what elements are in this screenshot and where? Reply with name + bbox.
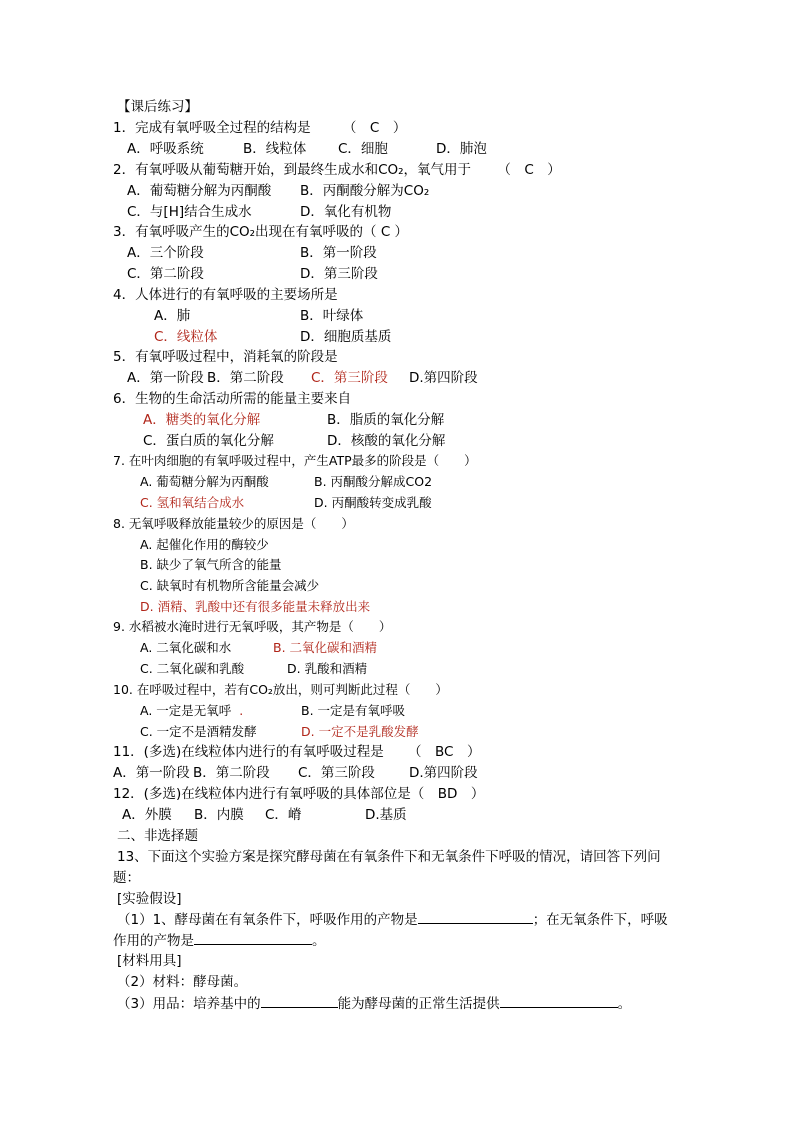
- red-dot-mark: .: [239, 703, 244, 718]
- option-c: C．蛋白质的氧化分解: [143, 433, 274, 449]
- option-d: D.第四阶段: [409, 765, 478, 781]
- question-9: 9. 水稻被水淹时进行无氧呼吸，其产物是（ ）: [113, 619, 392, 634]
- question-11: [113, 742, 480, 762]
- answer-blank[interactable]: [500, 993, 618, 1008]
- question-1: [113, 118, 406, 138]
- question-7: 7. 在叶肉细胞的有氧呼吸过程中，产生ATP最多的阶段是（ ）: [113, 453, 477, 468]
- question-2: [113, 160, 561, 180]
- period: 。: [617, 996, 632, 1012]
- period: 。: [312, 933, 326, 949]
- materials-heading: [材料用具]: [117, 953, 182, 969]
- question-6: 6．生物的生命活动所需的能量主要来自: [113, 391, 352, 407]
- option-d-correct: D. 一定不是乳酸发酵: [301, 724, 419, 739]
- supplies-line: [117, 993, 631, 1014]
- option-b: B．第一阶段: [300, 245, 377, 261]
- option-d: D.第四阶段: [409, 370, 478, 386]
- option-c: C. 一定不是酒精发酵: [140, 724, 257, 739]
- option-b-correct: B. 二氧化碳和酒精: [273, 640, 378, 655]
- answer-key: （ C ）: [497, 162, 561, 178]
- question-12: 12．(多选)在线粒体内进行有氧呼吸的具体部位是（ BD ）: [113, 786, 485, 802]
- hypothesis-text: （1）1、酵母菌在有氧条件下，呼吸作用的产物是: [117, 912, 418, 928]
- answer-blank[interactable]: [418, 909, 533, 924]
- section-title: 【课后练习】: [117, 99, 198, 115]
- answer-blank[interactable]: [194, 930, 312, 945]
- answer-key: （ BC ）: [408, 744, 481, 760]
- option-b: B. 一定是有氧呼吸: [301, 703, 406, 718]
- answer-blank[interactable]: [261, 993, 338, 1008]
- question-4: 4．人体进行的有氧呼吸的主要场所是: [113, 287, 338, 303]
- option-d: D．核酸的氧化分解: [327, 433, 446, 449]
- hypothesis-line-2: [113, 930, 326, 951]
- answer-key: （ C ）: [342, 120, 407, 136]
- question-3: 3．有氧呼吸产生的CO₂出现在有氧呼吸的（ C ）: [113, 224, 409, 240]
- option-b: B. 丙酮酸分解成CO2: [314, 474, 433, 489]
- option-a-text: A. 一定是无氧呼: [140, 703, 232, 718]
- supplies-text: （3）用品：培养基中的: [117, 996, 261, 1012]
- option-c-correct: C．线粒体: [154, 329, 218, 345]
- option-b: B．脂质的氧化分解: [327, 412, 445, 428]
- option-a: A．呼吸系统: [127, 141, 204, 157]
- option-a: A．葡萄糖分解为丙酮酸: [127, 183, 272, 199]
- option-d-correct: D. 酒精、乳酸中还有很多能量未释放出来: [140, 599, 371, 614]
- option-c: C．与[H]结合生成水: [127, 204, 252, 220]
- option-d: D．第三阶段: [300, 266, 378, 282]
- option-d: D．细胞质基质: [300, 329, 392, 345]
- option-a: A．第一阶段: [127, 370, 204, 386]
- question-10: 10. 在呼吸过程中，若有CO₂放出，则可判断此过程（ ）: [113, 682, 448, 697]
- option-d: D．肺泡: [436, 141, 487, 157]
- option-b: B．第二阶段: [207, 370, 284, 386]
- option-b: B．内膜: [194, 807, 244, 823]
- option-c-correct: C．第三阶段: [311, 370, 388, 386]
- option-a: A．第一阶段: [113, 765, 190, 781]
- option-c: C. 二氧化碳和乳酸: [140, 661, 245, 676]
- materials-line: （2）材料：酵母菌。: [117, 974, 248, 990]
- hypothesis-text-cont: ；在无氧条件下，呼吸: [532, 912, 668, 928]
- option-a: [140, 701, 243, 721]
- question-5: 5．有氧呼吸过程中，消耗氧的阶段是: [113, 349, 338, 365]
- option-b: B．叶绿体: [300, 308, 364, 324]
- option-b: B．丙酮酸分解为CO₂: [300, 183, 430, 199]
- option-a: A. 起催化作用的酶较少: [140, 537, 269, 552]
- option-b: B．线粒体: [243, 141, 307, 157]
- question-13-stem-cont: 题：: [113, 870, 140, 886]
- option-c: C．第三阶段: [298, 765, 375, 781]
- option-a-correct: A．糖类的氧化分解: [143, 412, 261, 428]
- option-a: A．三个阶段: [127, 245, 204, 261]
- section-heading: 二、非选择题: [117, 828, 198, 844]
- option-a: A. 二氧化碳和水: [140, 640, 232, 655]
- hypothesis-line: [117, 909, 668, 930]
- supplies-text-cont: 能为酵母菌的正常生活提供: [337, 996, 500, 1012]
- option-a: A．外膜: [122, 807, 172, 823]
- option-d: D. 丙酮酸转变成乳酸: [314, 495, 432, 510]
- option-c: C．嵴: [265, 807, 302, 823]
- hypothesis-text: 作用的产物是: [113, 933, 194, 949]
- option-c: C．第二阶段: [127, 266, 204, 282]
- option-c-correct: C. 氢和氧结合成水: [140, 495, 245, 510]
- hypothesis-heading: [实验假设]: [117, 891, 182, 907]
- option-d: D．氧化有机物: [300, 204, 392, 220]
- question-13-stem: 13、下面这个实验方案是探究酵母菌在有氧条件下和无氧条件下呼吸的情况，请回答下列问: [117, 849, 661, 865]
- option-d: D. 乳酸和酒精: [287, 661, 368, 676]
- option-c: C．细胞: [338, 141, 388, 157]
- option-b: B．第二阶段: [193, 765, 270, 781]
- option-a: A. 葡萄糖分解为丙酮酸: [140, 474, 269, 489]
- option-b: B. 缺少了氧气所含的能量: [140, 557, 282, 572]
- option-d: D.基质: [365, 807, 407, 823]
- option-c: C. 缺氧时有机物所含能量会减少: [140, 578, 320, 593]
- option-a: A．肺: [154, 308, 191, 324]
- question-stem: 2．有氧呼吸从葡萄糖开始，到最终生成水和CO₂，氧气用于: [113, 162, 472, 178]
- question-stem: 11．(多选)在线粒体内进行的有氧呼吸过程是: [113, 744, 384, 760]
- question-8: 8. 无氧呼吸释放能量较少的原因是（ ）: [113, 516, 354, 531]
- question-stem: 1．完成有氧呼吸全过程的结构是: [113, 120, 311, 136]
